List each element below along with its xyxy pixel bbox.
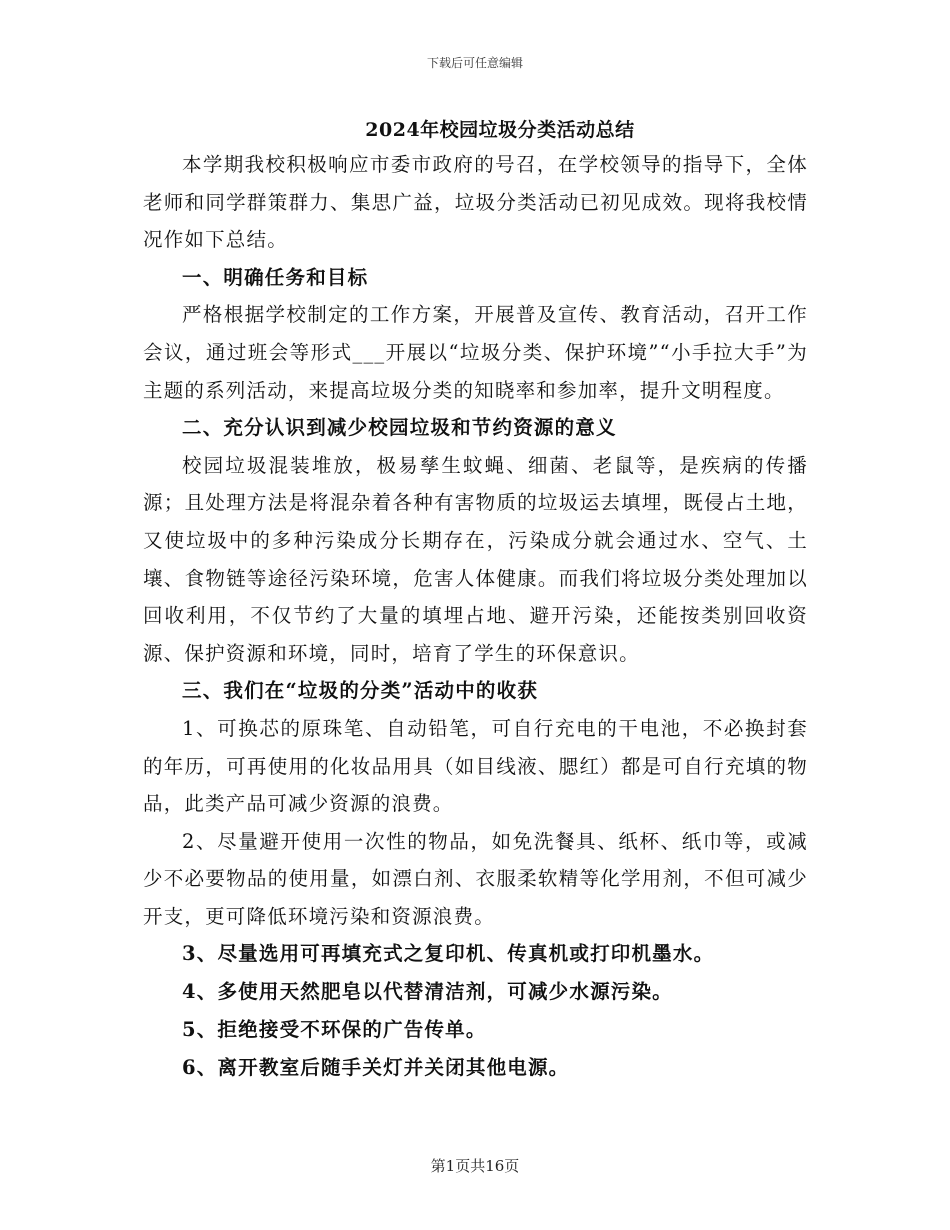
section-heading-3: 三、我们在“垃圾的分类”活动中的收获: [182, 679, 539, 703]
page-number-footer: 第1页共16页: [430, 1157, 520, 1175]
section-1-paragraph: 严格根据学校制定的工作方案，开展普及宣传、教育活动，召开工作会议，通过班会等形式___开展以“垃圾分类、保护环境”“小手拉大手”为主题的系列活动，来提高垃圾分类的知晓率和参加率，提升文明程度。: [143, 303, 808, 402]
list-item-5: 5、拒绝接受不环保的广告传单。: [182, 1018, 487, 1042]
list-item-3: 3、尽量选用可再填充式之复印机、传真机或打印机墨水。: [182, 942, 715, 966]
section-heading-2: 二、充分认识到减少校园垃圾和节约资源的意义: [182, 416, 617, 440]
document-body: [143, 146, 808, 1087]
section-heading-1: 一、明确任务和目标: [182, 265, 369, 289]
list-item-1: 1、可换芯的原珠笔、自动铅笔，可自行充电的干电池，不必换封套的年历，可再使用的化妆品用具（如目线液、腮红）都是可自行充填的物品，此类产品可减少资源的浪费。: [143, 716, 808, 816]
intro-paragraph: 本学期我校积极响应市委市政府的号召，在学校领导的指导下，全体老师和同学群策群力、集思广益，垃圾分类活动已初见成效。现将我校情况作如下总结。: [143, 153, 808, 252]
list-item-2: 2、尽量避开使用一次性的物品，如免洗餐具、纸杯、纸巾等，或减少不必要物品的使用量，如漂白剂、衣服柔软精等化学用剂，不但可减少开支，更可降低环境污染和资源浪费。: [143, 829, 808, 928]
header-note: 下载后可任意编辑: [426, 56, 523, 70]
document-title: 2024年校园垃圾分类活动总结: [365, 119, 635, 141]
list-item-4: 4、多使用天然肥皂以代替清洁剂，可减少水源污染。: [182, 980, 673, 1004]
section-2-paragraph: 校园垃圾混装堆放，极易孳生蚊蝇、细菌、老鼠等，是疾病的传播源；且处理方法是将混杂着各种有害物质的垃圾运去填埋，既侵占土地，又使垃圾中的多种污染成分长期存在，污染成分就会通过水、空气、土壤、食物链等途径污染环境，危害人体健康。而我们将垃圾分类处理加以回收利用，不仅节约了大量的填埋占地、避开污染，还能按类别回收资源、保护资源和环境，同时，培育了学生的环保意识。: [143, 453, 808, 665]
list-item-6: 6、离开教室后随手关灯并关闭其他电源。: [182, 1056, 570, 1080]
